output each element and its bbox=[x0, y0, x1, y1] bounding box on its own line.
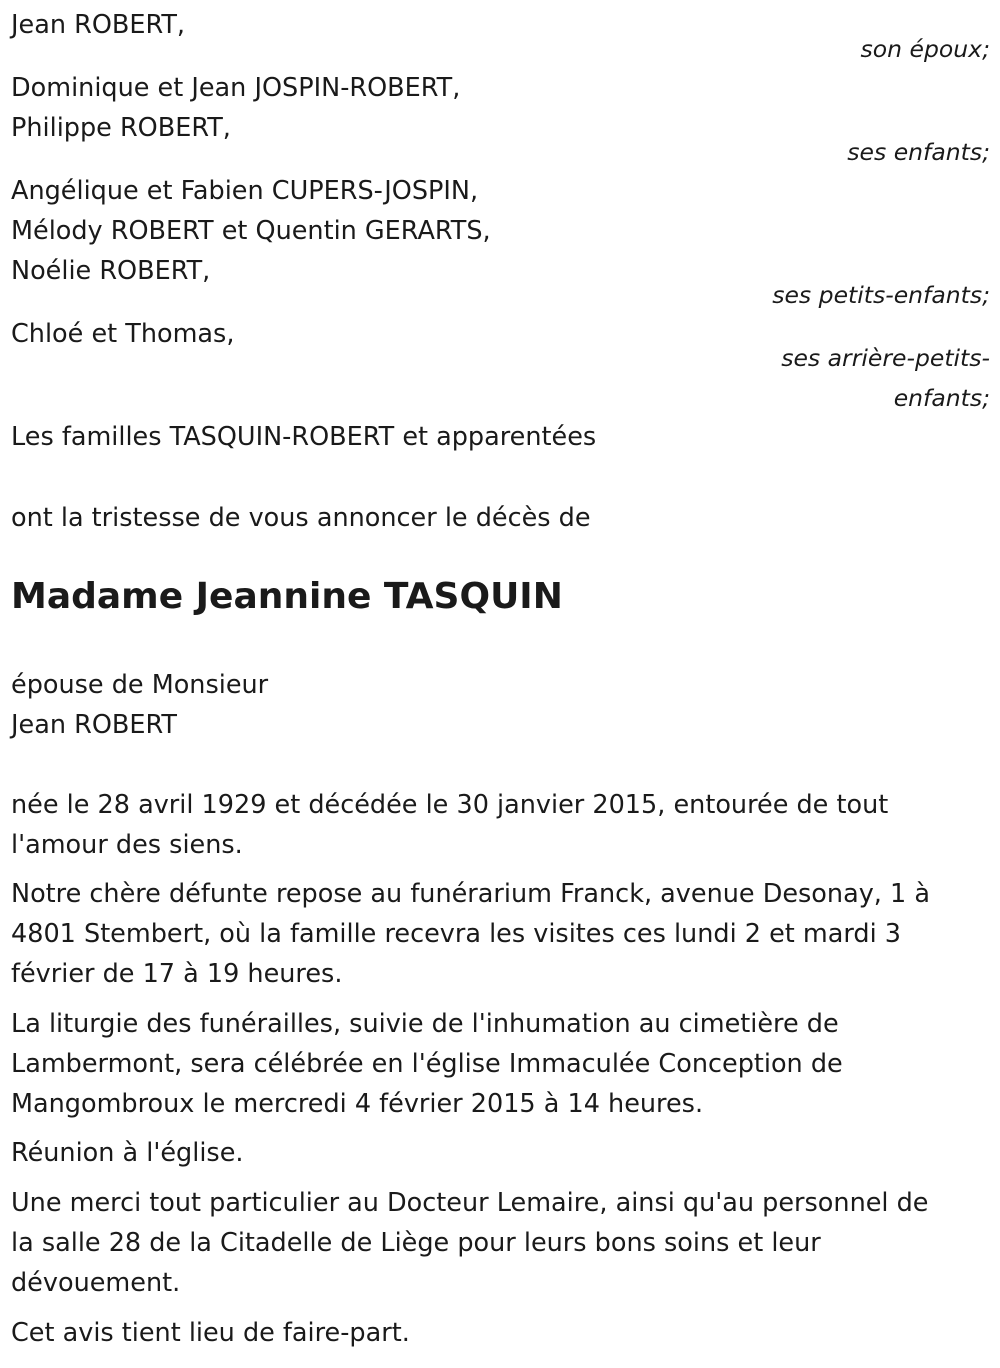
thanks-line1: Une merci tout particulier au Docteur Lemaire, ainsi qu'au personnel de bbox=[11, 1188, 929, 1218]
spouse-relation: son époux; bbox=[860, 35, 990, 63]
deceased-name: Madame Jeannine TASQUIN bbox=[11, 576, 563, 617]
grandchildren-relation: ses petits-enfants; bbox=[772, 281, 990, 309]
visitation-line1: Notre chère défunte repose au funérarium Franck, avenue Desonay, 1 à bbox=[11, 879, 930, 909]
child-name: Dominique et Jean JOSPIN-ROBERT, bbox=[11, 73, 461, 103]
spouse-of-line1: épouse de Monsieur bbox=[11, 670, 269, 700]
great-grandchildren-relation-line1: ses arrière-petits- bbox=[781, 344, 990, 372]
child-name: Philippe ROBERT, bbox=[11, 113, 231, 143]
visitation-line3: février de 17 à 19 heures. bbox=[11, 959, 343, 989]
meeting-line: Réunion à l'église. bbox=[11, 1138, 244, 1168]
families-line: Les familles TASQUIN-ROBERT et apparentées bbox=[11, 422, 597, 452]
announcement-line: ont la tristesse de vous annoncer le décès de bbox=[11, 503, 591, 533]
grandchild-name: Noélie ROBERT, bbox=[11, 256, 211, 286]
thanks-line3: dévouement. bbox=[11, 1268, 181, 1298]
birth-death-line2: l'amour des siens. bbox=[11, 830, 243, 860]
grandchild-name: Mélody ROBERT et Quentin GERARTS, bbox=[11, 216, 491, 246]
visitation-line2: 4801 Stembert, où la famille recevra les visites ces lundi 2 et mardi 3 bbox=[11, 919, 901, 949]
thanks-line2: la salle 28 de la Citadelle de Liège pour leurs bons soins et leur bbox=[11, 1228, 821, 1258]
liturgy-line3: Mangombroux le mercredi 4 février 2015 à 14 heures. bbox=[11, 1089, 704, 1119]
great-grandchildren-relation-line2: enfants; bbox=[893, 384, 990, 412]
closing-line: Cet avis tient lieu de faire-part. bbox=[11, 1318, 410, 1348]
liturgy-line1: La liturgie des funérailles, suivie de l'inhumation au cimetière de bbox=[11, 1009, 839, 1039]
great-grandchildren-names: Chloé et Thomas, bbox=[11, 319, 235, 349]
spouse-of-line2: Jean ROBERT bbox=[11, 710, 177, 740]
spouse-name: Jean ROBERT, bbox=[11, 10, 186, 40]
birth-death-line1: née le 28 avril 1929 et décédée le 30 janvier 2015, entourée de tout bbox=[11, 790, 889, 820]
grandchild-name: Angélique et Fabien CUPERS-JOSPIN, bbox=[11, 176, 479, 206]
children-relation: ses enfants; bbox=[847, 138, 990, 166]
liturgy-line2: Lambermont, sera célébrée en l'église Immaculée Conception de bbox=[11, 1049, 843, 1079]
